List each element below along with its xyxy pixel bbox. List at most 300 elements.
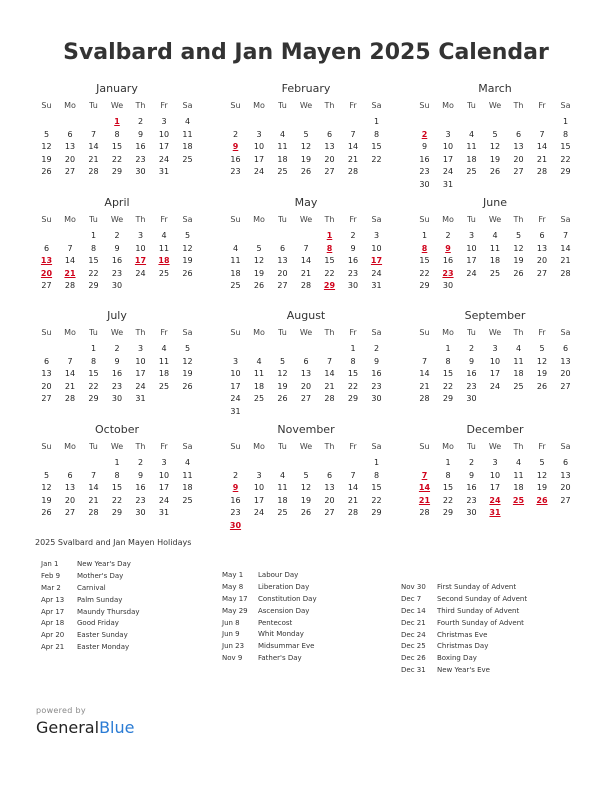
holiday-name: First Sunday of Advent (437, 583, 517, 591)
day-cell: 3 (492, 344, 498, 353)
day-cell: 25 (466, 167, 477, 177)
holiday-name: Second Sunday of Advent (437, 594, 528, 603)
day-cell: 12 (253, 256, 265, 266)
holiday-name: Mother's Day (77, 571, 124, 580)
day-cell: 11 (158, 243, 170, 253)
month-november (224, 423, 388, 530)
day-cell: 24 (442, 167, 454, 177)
weekday-header: Fr (160, 328, 168, 337)
day-cell: 27 (41, 394, 52, 404)
weekday-header: Su (230, 101, 241, 110)
holiday-entry (41, 630, 140, 642)
day-cell: 14 (347, 483, 359, 493)
day-cell: 4 (184, 458, 191, 467)
holiday-date: May 29 (222, 606, 248, 615)
weekday-header: Fr (160, 442, 168, 451)
day-cell: 25 (277, 167, 288, 177)
holiday-name: New Year's Day (77, 560, 131, 568)
day-cell: 21 (536, 154, 548, 164)
weekday-header: Mo (253, 101, 265, 110)
month-december (413, 423, 577, 518)
holiday-day: 18 (158, 256, 170, 266)
day-cell: 12 (300, 483, 312, 493)
holiday-day: 9 (232, 483, 239, 493)
day-cell: 22 (442, 381, 454, 391)
day-cell: 2 (232, 129, 239, 139)
weekday-header: Mo (64, 215, 76, 224)
weekday-header: Mo (253, 442, 265, 451)
day-cell: 18 (489, 256, 501, 266)
day-cell: 12 (41, 483, 52, 493)
month-name: June (483, 196, 507, 209)
weekday-header: Fr (160, 215, 168, 224)
day-cell: 3 (468, 231, 475, 240)
holiday-entry (401, 606, 527, 618)
day-cell: 10 (135, 243, 146, 253)
weekday-header: Fr (538, 101, 546, 110)
day-cell: 2 (137, 117, 144, 126)
day-cell: 15 (371, 483, 382, 493)
day-cell: 31 (371, 281, 382, 291)
day-cell: 15 (88, 256, 99, 266)
day-cell: 31 (135, 394, 146, 404)
day-cell: 21 (560, 256, 571, 266)
weekday-header: We (488, 442, 502, 451)
month-name: December (466, 423, 524, 436)
day-cell: 13 (536, 243, 548, 253)
day-cell: 2 (445, 231, 451, 240)
day-cell: 6 (539, 231, 545, 240)
holiday-date: Apr 17 (41, 607, 65, 616)
day-cell: 2 (114, 344, 120, 353)
day-cell: 22 (88, 268, 99, 278)
weekday-header: Th (135, 101, 146, 110)
day-cell: 15 (560, 142, 571, 152)
month-june (413, 196, 577, 291)
month-name: October (94, 423, 140, 436)
weekday-header: Su (419, 101, 430, 110)
day-cell: 25 (182, 154, 193, 164)
holiday-day: 9 (445, 243, 451, 253)
day-cell: 30 (135, 167, 146, 177)
day-cell: 12 (513, 243, 524, 253)
day-cell: 6 (67, 129, 73, 139)
weekday-header: Su (41, 215, 52, 224)
holiday-day: 21 (64, 268, 76, 278)
day-cell: 16 (230, 495, 241, 505)
day-cell: 25 (158, 268, 170, 278)
day-cell: 19 (182, 369, 193, 379)
day-cell: 17 (489, 369, 501, 379)
weekday-header: Th (513, 328, 524, 337)
holiday-name: Boxing Day (437, 654, 477, 663)
day-cell: 30 (466, 508, 477, 518)
weekday-header: Th (513, 215, 524, 224)
day-cell: 8 (373, 129, 380, 139)
day-cell: 15 (88, 369, 99, 379)
holiday-day: 31 (489, 508, 501, 518)
day-cell: 1 (90, 344, 97, 353)
day-cell: 25 (182, 495, 193, 505)
day-cell: 5 (184, 231, 191, 240)
holiday-day: 1 (326, 231, 333, 240)
holiday-date: Dec 25 (401, 642, 426, 651)
day-cell: 10 (158, 470, 170, 480)
day-cell: 29 (88, 281, 99, 291)
day-cell: 29 (442, 508, 454, 518)
weekday-header: Tu (89, 328, 98, 337)
day-cell: 27 (560, 381, 571, 391)
day-cell: 4 (161, 231, 167, 240)
day-cell: 19 (536, 483, 548, 493)
day-cell: 10 (442, 142, 454, 152)
day-cell: 5 (279, 356, 286, 366)
day-cell: 19 (41, 154, 52, 164)
holiday-day: 8 (326, 243, 333, 253)
weekday-header: Tu (278, 215, 287, 224)
month-july (35, 309, 199, 404)
day-cell: 1 (445, 458, 451, 467)
day-cell: 12 (277, 369, 288, 379)
holiday-date: Dec 26 (401, 654, 426, 663)
day-cell: 23 (135, 495, 146, 505)
day-cell: 19 (277, 381, 288, 391)
day-cell: 10 (371, 243, 382, 253)
day-cell: 2 (350, 231, 356, 240)
month-april (35, 196, 199, 291)
day-cell: 26 (182, 381, 193, 391)
day-cell: 13 (560, 356, 571, 366)
weekday-header: Tu (467, 328, 476, 337)
day-cell: 22 (324, 268, 335, 278)
holiday-date: Apr 13 (41, 595, 65, 604)
weekday-header: Th (324, 328, 335, 337)
month-name: March (478, 82, 512, 95)
holiday-name: Good Friday (77, 619, 119, 628)
holiday-entry (41, 571, 140, 583)
day-cell: 23 (135, 154, 146, 164)
day-cell: 27 (277, 281, 288, 291)
weekday-header: We (488, 101, 502, 110)
day-cell: 8 (114, 470, 120, 480)
day-cell: 20 (560, 483, 571, 493)
weekday-header: Sa (182, 215, 193, 224)
day-cell: 21 (324, 381, 335, 391)
day-cell: 19 (300, 495, 312, 505)
weekday-header: Fr (160, 101, 168, 110)
day-cell: 17 (466, 256, 477, 266)
day-cell: 14 (536, 142, 548, 152)
day-cell: 14 (419, 369, 430, 379)
day-cell: 11 (489, 243, 501, 253)
weekday-header: Su (419, 328, 430, 337)
day-cell: 24 (371, 268, 382, 278)
holiday-day: 9 (232, 142, 239, 152)
brand-blue: Blue (99, 718, 135, 737)
day-cell: 7 (303, 243, 309, 253)
generalblue-logo[interactable] (36, 718, 134, 737)
month-may (224, 196, 388, 291)
holiday-date: Apr 21 (41, 643, 65, 652)
day-cell: 2 (373, 344, 380, 353)
day-cell: 10 (489, 470, 501, 480)
day-cell: 3 (232, 356, 239, 366)
day-cell: 1 (114, 458, 120, 467)
weekday-header: Sa (371, 215, 382, 224)
day-cell: 13 (560, 470, 571, 480)
day-cell: 21 (347, 154, 359, 164)
day-cell: 3 (256, 470, 262, 480)
day-cell: 3 (161, 458, 167, 467)
day-cell: 4 (468, 129, 475, 139)
day-cell: 21 (347, 495, 359, 505)
day-cell: 28 (300, 281, 312, 291)
holiday-entry (41, 595, 140, 607)
day-cell: 13 (277, 256, 288, 266)
day-cell: 11 (277, 142, 288, 152)
day-cell: 5 (303, 470, 309, 480)
day-cell: 3 (161, 117, 167, 126)
day-cell: 26 (41, 508, 52, 518)
holiday-name: Easter Sunday (77, 631, 128, 640)
day-cell: 28 (536, 167, 548, 177)
holiday-entry (401, 630, 527, 642)
day-cell: 16 (466, 369, 477, 379)
day-cell: 6 (562, 344, 569, 353)
day-cell: 21 (419, 381, 430, 391)
day-cell: 20 (277, 268, 288, 278)
day-cell: 22 (88, 381, 99, 391)
day-cell: 9 (114, 356, 120, 366)
day-cell: 19 (182, 256, 193, 266)
day-cell: 6 (43, 356, 50, 366)
holiday-date: Feb 9 (41, 571, 61, 580)
holiday-entry (401, 641, 527, 653)
weekday-header: Mo (64, 442, 76, 451)
day-cell: 19 (41, 495, 52, 505)
day-cell: 17 (442, 154, 454, 164)
day-cell: 12 (300, 142, 312, 152)
month-name: January (96, 82, 138, 95)
day-cell: 7 (90, 129, 97, 139)
holiday-date: Dec 24 (401, 630, 426, 639)
brand-general: General (36, 718, 100, 737)
holiday-date: Dec 14 (401, 606, 426, 615)
day-cell: 3 (137, 231, 144, 240)
holiday-entry (222, 653, 317, 665)
weekday-header: Mo (64, 101, 76, 110)
weekday-header: Su (419, 442, 430, 451)
day-cell: 12 (182, 243, 193, 253)
day-cell: 14 (88, 483, 99, 493)
holiday-name: Easter Monday (77, 643, 130, 652)
holiday-day: 29 (323, 281, 336, 291)
day-cell: 9 (421, 142, 428, 152)
day-cell: 23 (466, 381, 477, 391)
day-cell: 2 (114, 231, 120, 240)
holiday-date: Jun 8 (222, 618, 240, 627)
day-cell: 11 (182, 129, 193, 139)
day-cell: 23 (466, 495, 477, 505)
holiday-entry (222, 606, 317, 618)
day-cell: 24 (135, 268, 146, 278)
month-september (413, 309, 577, 404)
holiday-name: New Year's Eve (437, 666, 490, 675)
day-cell: 6 (67, 470, 73, 480)
day-cell: 26 (277, 394, 288, 404)
weekday-header: Fr (538, 442, 546, 451)
day-cell: 11 (230, 256, 241, 266)
day-cell: 27 (300, 394, 312, 404)
day-cell: 17 (230, 381, 241, 391)
weekday-header: Mo (442, 328, 454, 337)
day-cell: 26 (253, 281, 265, 291)
day-cell: 6 (303, 356, 309, 366)
day-cell: 27 (324, 167, 335, 177)
day-cell: 28 (347, 508, 359, 518)
holiday-date: May 8 (222, 582, 244, 591)
day-cell: 7 (421, 356, 428, 366)
day-cell: 27 (536, 268, 548, 278)
weekday-header: Fr (349, 442, 357, 451)
day-cell: 13 (64, 483, 76, 493)
day-cell: 26 (536, 381, 548, 391)
day-cell: 21 (64, 381, 76, 391)
day-cell: 5 (539, 344, 545, 353)
holiday-name: Carnival (77, 583, 106, 592)
holiday-date: Jun 23 (222, 642, 245, 651)
weekday-header: Sa (371, 328, 382, 337)
day-cell: 23 (371, 381, 382, 391)
day-cell: 8 (373, 470, 380, 480)
day-cell: 19 (536, 369, 548, 379)
day-cell: 8 (90, 243, 97, 253)
month-august (224, 309, 388, 416)
day-cell: 3 (137, 344, 144, 353)
day-cell: 20 (324, 154, 335, 164)
weekday-header: Mo (253, 328, 265, 337)
holiday-date: Nov 30 (401, 583, 426, 591)
weekday-header: Th (513, 442, 524, 451)
holiday-entry (401, 582, 527, 594)
holiday-name: Constitution Day (258, 594, 317, 603)
day-cell: 7 (326, 356, 333, 366)
day-cell: 1 (373, 117, 380, 126)
day-cell: 26 (41, 167, 52, 177)
day-cell: 28 (560, 268, 571, 278)
day-cell: 27 (64, 508, 76, 518)
day-cell: 2 (468, 458, 475, 467)
day-cell: 23 (230, 508, 241, 518)
holiday-day: 8 (421, 243, 428, 253)
month-name: May (294, 196, 318, 209)
day-cell: 17 (158, 142, 170, 152)
day-cell: 15 (111, 142, 123, 152)
day-cell: 5 (539, 458, 545, 467)
day-cell: 8 (445, 470, 451, 480)
day-cell: 24 (230, 394, 241, 404)
weekday-header: We (110, 328, 124, 337)
day-cell: 9 (137, 129, 144, 139)
day-cell: 12 (41, 142, 52, 152)
weekday-header: Tu (278, 442, 287, 451)
day-cell: 8 (90, 356, 97, 366)
holiday-entry (222, 629, 317, 641)
day-cell: 13 (64, 142, 76, 152)
weekday-header: Tu (467, 101, 476, 110)
holiday-date: Jun 9 (222, 630, 240, 639)
day-cell: 1 (373, 458, 380, 467)
day-cell: 21 (88, 154, 99, 164)
day-cell: 4 (279, 470, 286, 480)
weekday-header: We (299, 442, 313, 451)
holiday-column (222, 570, 317, 665)
holiday-entry (401, 653, 527, 665)
day-cell: 8 (114, 129, 120, 139)
day-cell: 8 (562, 129, 569, 139)
day-cell: 26 (513, 268, 524, 278)
day-cell: 10 (253, 483, 265, 493)
holiday-entry (401, 618, 527, 630)
day-cell: 15 (419, 256, 430, 266)
day-cell: 25 (158, 381, 170, 391)
day-cell: 12 (182, 356, 193, 366)
day-cell: 21 (300, 268, 312, 278)
holiday-date: May 1 (222, 571, 244, 579)
weekday-header: Su (419, 215, 430, 224)
day-cell: 24 (466, 268, 477, 278)
day-cell: 31 (158, 167, 170, 177)
day-cell: 4 (161, 344, 167, 353)
day-cell: 24 (489, 381, 501, 391)
holiday-day: 26 (536, 495, 548, 505)
day-cell: 20 (300, 381, 312, 391)
day-cell: 6 (279, 243, 286, 253)
day-cell: 11 (182, 470, 193, 480)
weekday-header: Th (324, 442, 335, 451)
weekday-header: Su (230, 442, 241, 451)
day-cell: 8 (350, 356, 356, 366)
day-cell: 15 (442, 369, 454, 379)
day-cell: 10 (135, 356, 146, 366)
day-cell: 2 (232, 470, 239, 480)
day-cell: 10 (158, 129, 170, 139)
day-cell: 30 (371, 394, 382, 404)
day-cell: 16 (135, 142, 146, 152)
day-cell: 27 (513, 167, 524, 177)
day-cell: 14 (64, 369, 76, 379)
day-cell: 16 (230, 154, 241, 164)
month-january (35, 82, 199, 177)
day-cell: 16 (347, 256, 359, 266)
month-name: February (281, 82, 331, 95)
powered-by-text: powered by (36, 706, 86, 715)
day-cell: 30 (347, 281, 359, 291)
day-cell: 30 (419, 180, 430, 189)
weekday-header: Mo (442, 442, 454, 451)
day-cell: 30 (442, 281, 454, 291)
day-cell: 15 (111, 483, 123, 493)
day-cell: 25 (513, 381, 524, 391)
holiday-day: 14 (418, 483, 431, 493)
day-cell: 16 (135, 483, 146, 493)
month-march (413, 82, 577, 189)
day-cell: 1 (90, 231, 97, 240)
weekday-header: Sa (560, 442, 571, 451)
holiday-name: Maundy Thursday (77, 607, 140, 616)
day-cell: 16 (111, 256, 123, 266)
weekday-header: Tu (89, 215, 98, 224)
